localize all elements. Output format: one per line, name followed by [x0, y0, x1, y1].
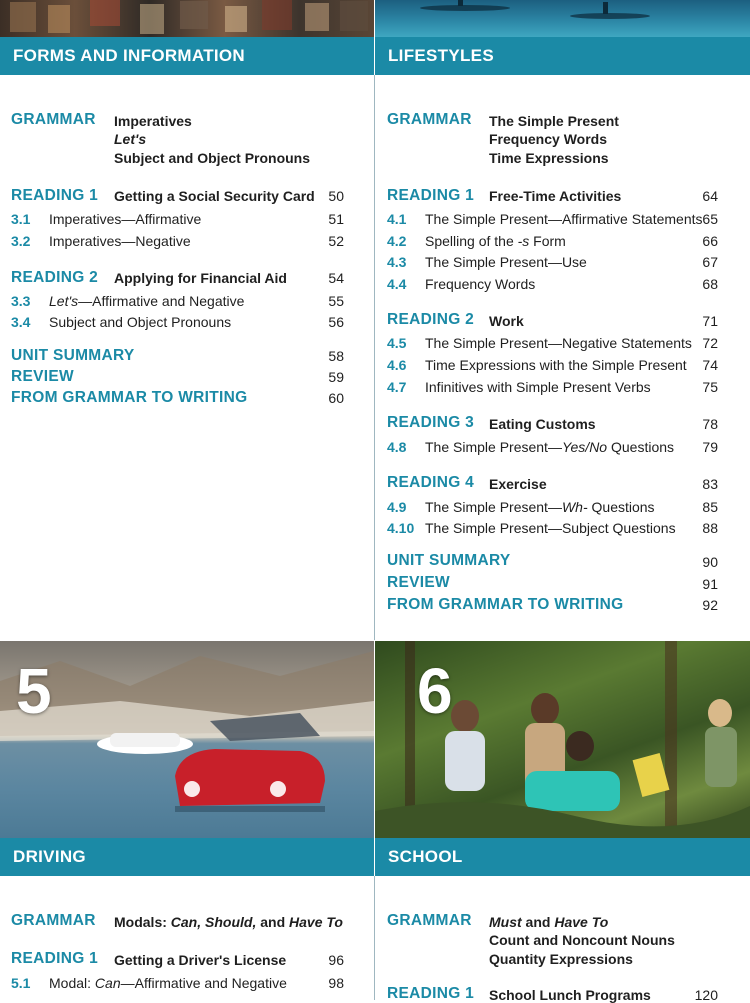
unit6-grammar-italic-1: Must	[489, 914, 522, 930]
unit4-item-4-7-num: 4.7	[387, 379, 407, 395]
unit6-title: SCHOOL	[388, 847, 463, 866]
unit4-reading4-title: Exercise	[489, 476, 547, 492]
unit5-grammar-mid: and	[256, 914, 290, 930]
unit5-grammar-italic-2: Have To	[289, 914, 343, 930]
paddleboard-image	[375, 0, 750, 37]
unit3-grammar-to-writing-label: FROM GRAMMAR TO WRITING	[11, 389, 248, 406]
unit3-review-page: 59	[328, 369, 344, 385]
unit4-item-4-5-page: 72	[702, 335, 718, 351]
unit4-reading2-page: 71	[702, 313, 718, 329]
unit4-item-4-1-num: 4.1	[387, 211, 407, 227]
unit5-grammar-line	[114, 914, 343, 930]
unit6-grammar-line-2: Count and Noncount Nouns	[489, 932, 675, 948]
unit3-item-3-2-text: Imperatives—Negative	[49, 233, 191, 249]
unit3-reading1-page: 50	[328, 188, 344, 204]
unit4-item-4-5-text: The Simple Present—Negative Statements	[425, 335, 692, 351]
unit4-grammar-to-writing-page: 92	[702, 597, 718, 613]
unit5-photo	[0, 641, 374, 838]
unit4-title-band	[375, 37, 750, 75]
column-divider-bottom	[374, 876, 375, 1000]
unit3-item-3-3-num: 3.3	[11, 293, 31, 309]
unit4-item-4-10-num: 4.10	[387, 520, 415, 536]
unit3-item-3-1-page: 51	[328, 211, 344, 227]
unit3-title: FORMS AND INFORMATION	[13, 46, 245, 65]
unit4-grammar-to-writing-label: FROM GRAMMAR TO WRITING	[387, 596, 624, 613]
unit4-item-4-4-text: Frequency Words	[425, 276, 536, 292]
unit4-item-4-1-text: The Simple Present—Affirmative Statements	[425, 211, 703, 227]
unit5-item-5-1-page: 98	[328, 975, 344, 991]
unit4-unit-summary-page: 90	[702, 554, 718, 570]
unit4-reading2-label: READING 2	[387, 311, 475, 328]
unit4-item-4-9-text	[425, 499, 655, 515]
unit5-reading1-label: READING 1	[11, 950, 99, 967]
unit6-reading1-title: School Lunch Programs	[489, 987, 651, 1003]
unit4-item-4-9-num: 4.9	[387, 499, 407, 515]
unit4-review-label: REVIEW	[387, 574, 450, 591]
unit4-reading1-label: READING 1	[387, 187, 475, 204]
unit3-item-3-4-num: 3.4	[11, 314, 31, 330]
unit3-item-3-3-page: 55	[328, 293, 344, 309]
unit6-reading1-page: 120	[694, 987, 718, 1003]
unit5-grammar-pre: Modals:	[114, 914, 171, 930]
amphicar-lake-image	[0, 641, 374, 838]
unit5-item-5-1-text	[49, 975, 287, 991]
column-divider-top	[374, 75, 375, 640]
unit5-reading1-page: 96	[328, 952, 344, 968]
unit6-grammar-label: GRAMMAR	[387, 912, 472, 929]
unit6-title-band	[375, 838, 750, 876]
unit4-reading3-label: READING 3	[387, 414, 475, 431]
unit4-reading4-page: 83	[702, 476, 718, 492]
unit6-grammar-mid: and	[521, 914, 555, 930]
unit4-item-4-5-num: 4.5	[387, 335, 407, 351]
unit4-item-4-8-text	[425, 439, 674, 455]
unit5-item-5-1-italic: Can	[94, 975, 121, 991]
unit3-item-3-1-text: Imperatives—Affirmative	[49, 211, 202, 227]
unit4-item-4-8-page: 79	[702, 439, 718, 455]
unit4-item-4-9-italic: Wh-	[561, 499, 588, 515]
unit4-reading3-title: Eating Customs	[489, 416, 596, 432]
unit4-item-4-6-num: 4.6	[387, 357, 407, 373]
unit4-grammar-line-1: The Simple Present	[489, 113, 619, 129]
unit5-item-5-1-rest: —Affirmative and Negative	[120, 975, 287, 991]
unit4-item-4-2-page: 66	[702, 233, 718, 249]
unit6-grammar-line-1	[489, 914, 608, 930]
unit3-item-3-4-page: 56	[328, 314, 344, 330]
unit4-item-4-7-page: 75	[702, 379, 718, 395]
unit4-item-4-3-text: The Simple Present—Use	[425, 254, 587, 270]
unit4-grammar-line-3: Time Expressions	[489, 150, 609, 166]
unit4-photo	[375, 0, 750, 37]
unit4-item-4-9-page: 85	[702, 499, 718, 515]
unit6-grammar-italic-2: Have To	[554, 914, 609, 930]
unit6-photo	[375, 641, 750, 838]
unit4-item-4-2-pre: Spelling of the	[425, 233, 518, 249]
unit5-item-5-1-num: 5.1	[11, 975, 31, 991]
unit3-unit-summary-label: UNIT SUMMARY	[11, 347, 135, 364]
unit3-item-3-2-num: 3.2	[11, 233, 31, 249]
unit4-grammar-label: GRAMMAR	[387, 111, 472, 128]
unit4-item-4-2-num: 4.2	[387, 233, 407, 249]
unit4-item-4-10-page: 88	[702, 520, 718, 536]
unit4-item-4-1-page: 65	[702, 211, 718, 227]
unit5-number: 5	[16, 655, 52, 727]
unit3-title-band	[0, 37, 374, 75]
unit5-item-5-1-pre: Modal:	[49, 975, 95, 991]
unit5-title-band	[0, 838, 374, 876]
unit4-reading4-label: READING 4	[387, 474, 475, 491]
unit3-item-3-1-num: 3.1	[11, 211, 31, 227]
unit3-item-3-3-text	[49, 293, 244, 309]
unit4-reading2-title: Work	[489, 313, 524, 329]
unit3-grammar-to-writing-page: 60	[328, 390, 344, 406]
letterpress-blocks-image	[0, 0, 374, 37]
unit3-grammar-line-3: Subject and Object Pronouns	[114, 150, 311, 166]
unit4-item-4-7-text: Infinitives with Simple Present Verbs	[425, 379, 651, 395]
unit4-item-4-10-text: The Simple Present—Subject Questions	[425, 520, 676, 536]
unit4-review-page: 91	[702, 576, 718, 592]
unit4-reading1-title: Free-Time Activities	[489, 188, 622, 204]
unit3-grammar-line-1: Imperatives	[114, 113, 192, 129]
unit4-item-4-2-text	[425, 233, 566, 249]
unit4-item-4-3-page: 67	[702, 254, 718, 270]
unit4-item-4-9-pre: The Simple Present—	[425, 499, 562, 515]
unit4-item-4-4-num: 4.4	[387, 276, 407, 292]
unit6-number: 6	[417, 655, 453, 727]
unit6-grammar-line-3: Quantity Expressions	[489, 951, 633, 967]
unit3-item-3-4-text: Subject and Object Pronouns	[49, 314, 232, 330]
unit5-reading1-title: Getting a Driver's License	[114, 952, 287, 968]
unit4-item-4-8-italic: Yes/No	[561, 439, 608, 455]
unit4-item-4-8-post: Questions	[607, 439, 675, 455]
unit3-item-3-3-italic: Let's	[49, 293, 79, 309]
unit3-reading1-label: READING 1	[11, 187, 99, 204]
unit4-title: LIFESTYLES	[388, 46, 494, 65]
unit4-item-4-9-post: Questions	[587, 499, 655, 515]
unit3-item-3-3-rest: —Affirmative and Negative	[78, 293, 245, 309]
unit4-item-4-8-pre: The Simple Present—	[425, 439, 562, 455]
unit5-title: DRIVING	[13, 847, 86, 866]
unit4-unit-summary-label: UNIT SUMMARY	[387, 552, 511, 569]
unit4-item-4-4-page: 68	[702, 276, 718, 292]
unit4-item-4-2-post: Form	[529, 233, 566, 249]
unit3-reading1-title: Getting a Social Security Card	[114, 188, 315, 204]
unit4-item-4-8-num: 4.8	[387, 439, 407, 455]
unit3-reading2-page: 54	[328, 270, 344, 286]
unit3-reading2-title: Applying for Financial Aid	[114, 270, 287, 286]
unit3-item-3-2-page: 52	[328, 233, 344, 249]
unit5-grammar-label: GRAMMAR	[11, 912, 96, 929]
unit4-reading3-page: 78	[702, 416, 718, 432]
unit3-grammar-label: GRAMMAR	[11, 111, 96, 128]
unit4-item-4-6-page: 74	[702, 357, 718, 373]
unit4-reading1-page: 64	[702, 188, 718, 204]
unit6-reading1-label: READING 1	[387, 985, 475, 1002]
unit4-item-4-3-num: 4.3	[387, 254, 407, 270]
unit3-unit-summary-page: 58	[328, 348, 344, 364]
unit4-item-4-6-text: Time Expressions with the Simple Present	[425, 357, 687, 373]
unit4-item-4-2-italic: -s	[517, 233, 530, 249]
unit3-photo	[0, 0, 374, 37]
unit5-grammar-italic-1: Can, Should,	[170, 914, 257, 930]
unit3-review-label: REVIEW	[11, 368, 74, 385]
unit4-grammar-line-2: Frequency Words	[489, 131, 607, 147]
unit3-reading2-label: READING 2	[11, 269, 99, 286]
unit3-grammar-line-2: Let's	[114, 131, 147, 147]
